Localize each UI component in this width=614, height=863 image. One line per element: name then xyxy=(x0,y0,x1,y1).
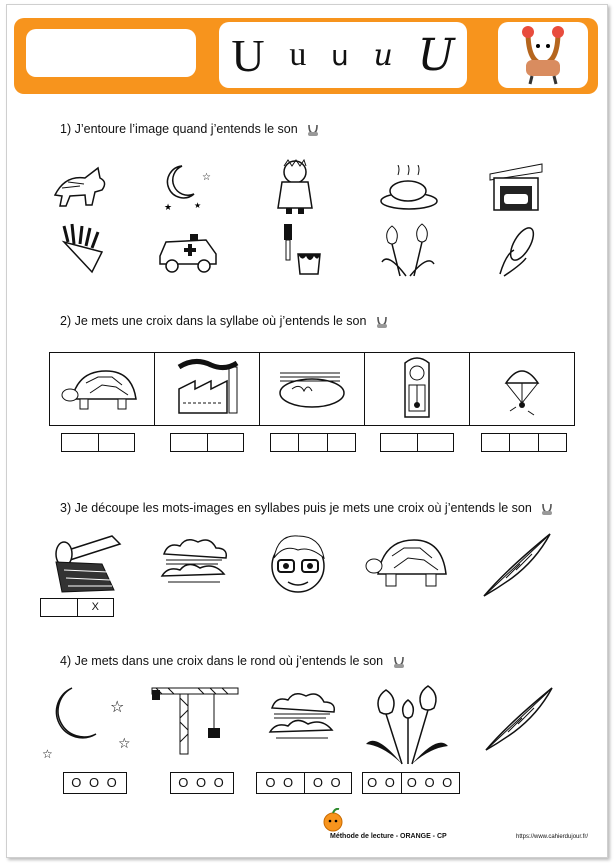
ambulance-icon xyxy=(156,228,220,274)
svg-text:☆: ☆ xyxy=(118,736,131,752)
wolf-icon xyxy=(50,160,110,210)
exercise-2-picture-strip xyxy=(49,352,575,426)
corn-icon xyxy=(492,224,542,278)
ogre-icon xyxy=(270,158,320,216)
sound-u-icon xyxy=(305,123,321,137)
exercise-text: Je mets une croix dans la syllabe où j’entends le son xyxy=(74,314,367,328)
letter-capital-print: U xyxy=(231,29,265,81)
syllable-box[interactable] xyxy=(380,433,454,452)
exercise-4-instruction xyxy=(60,654,407,669)
circle-group[interactable]: O O O xyxy=(178,775,226,790)
orange-mascot-icon xyxy=(322,808,344,834)
syllable-cell[interactable] xyxy=(328,434,355,451)
mascot-box xyxy=(498,22,588,88)
exercise-text: J’entoure l’image quand j’entends le son xyxy=(74,122,298,136)
water-lily-icon xyxy=(260,353,364,423)
syllable-box[interactable] xyxy=(40,598,114,617)
syllable-cell[interactable] xyxy=(99,434,135,451)
svg-text:☆: ☆ xyxy=(42,747,53,761)
letter-u-mascot-icon xyxy=(498,22,588,88)
exercise-number: 1) xyxy=(60,122,72,136)
letter-lower-script: u xyxy=(331,38,349,72)
clouds-icon xyxy=(266,684,340,746)
name-box xyxy=(26,29,196,77)
strip-cell xyxy=(470,353,574,425)
exercise-number: 3) xyxy=(60,501,72,515)
syllable-box[interactable] xyxy=(170,433,244,452)
syllable-cell[interactable] xyxy=(539,434,566,451)
syllable-box[interactable] xyxy=(270,433,356,452)
syllable-cell[interactable] xyxy=(482,434,510,451)
header-banner xyxy=(14,18,598,94)
letter-box xyxy=(219,22,467,88)
footer-title: Méthode de lecture - ORANGE - CP xyxy=(330,833,447,840)
circle-group[interactable]: O O O xyxy=(406,775,455,790)
syllable-cell[interactable] xyxy=(271,434,299,451)
tulips-icon xyxy=(362,682,452,766)
circle-group[interactable]: O O O xyxy=(71,775,119,790)
syllable-box[interactable] xyxy=(481,433,567,452)
strip-cell xyxy=(260,353,365,425)
exercise-1-instruction xyxy=(60,122,321,137)
syllable-cell[interactable] xyxy=(171,434,208,451)
circle-group[interactable]: O O xyxy=(257,773,305,793)
fries-icon xyxy=(54,222,110,276)
syllable-cell[interactable] xyxy=(208,434,244,451)
syllable-box[interactable] xyxy=(61,433,135,452)
circle-box[interactable] xyxy=(170,772,234,794)
syllable-cell[interactable] xyxy=(418,434,454,451)
svg-text:★: ★ xyxy=(194,201,202,210)
circle-box[interactable] xyxy=(63,772,127,794)
exercise-number: 4) xyxy=(60,654,72,668)
svg-text:☆: ☆ xyxy=(202,172,211,183)
exercise-text: Je découpe les mots-images en syllabes puis je mets une croix où j’entends le son xyxy=(74,501,532,515)
exercise-3-instruction xyxy=(60,501,555,516)
boy-with-glasses-icon xyxy=(262,528,334,598)
strip-cell xyxy=(365,353,470,425)
exercise-2-instruction xyxy=(60,314,390,329)
circle-box[interactable] xyxy=(256,772,352,794)
footer-url[interactable]: https://www.cahierdujour.fr/ xyxy=(516,834,589,840)
crane-icon xyxy=(150,684,240,756)
circle-group[interactable]: O O xyxy=(363,773,402,793)
clouds-icon xyxy=(158,530,232,590)
tortoise-icon xyxy=(362,526,452,596)
syllable-cell[interactable] xyxy=(510,434,538,451)
grandfather-clock-icon xyxy=(365,353,469,423)
tortoise-icon xyxy=(50,353,154,423)
strip-cell xyxy=(50,353,155,425)
exercise-number: 2) xyxy=(60,314,72,328)
feather-icon xyxy=(478,684,558,754)
sound-u-icon xyxy=(374,315,390,329)
feather-icon xyxy=(476,530,556,600)
circle-group[interactable]: O O xyxy=(312,775,343,790)
syllable-cell[interactable] xyxy=(41,599,78,616)
circle-box[interactable] xyxy=(362,772,460,794)
rug-roll-icon xyxy=(42,530,126,594)
svg-text:★: ★ xyxy=(164,203,173,212)
syllable-cell[interactable] xyxy=(299,434,327,451)
paint-pot-brush-icon xyxy=(270,222,326,276)
roast-turkey-icon xyxy=(378,165,440,211)
sound-u-icon xyxy=(539,502,555,516)
sound-u-icon xyxy=(391,655,407,669)
parachute-icon xyxy=(470,353,574,423)
letter-lower-cursive: u xyxy=(373,37,393,73)
moon-stars-icon xyxy=(40,682,136,762)
letter-lower-print: u xyxy=(289,36,307,73)
exercise-text: Je mets dans une croix dans le rond où j’entends le son xyxy=(74,654,384,668)
syllable-cell[interactable] xyxy=(381,434,418,451)
svg-text:☆: ☆ xyxy=(110,697,125,716)
syllable-cell[interactable] xyxy=(62,434,99,451)
strip-cell xyxy=(155,353,260,425)
garage-icon xyxy=(488,160,544,212)
moon-stars-icon xyxy=(160,160,215,212)
tulips-icon xyxy=(378,222,438,278)
factory-icon xyxy=(155,353,259,423)
syllable-cell-marked[interactable]: X xyxy=(91,601,99,613)
letter-capital-cursive: U xyxy=(417,29,455,81)
